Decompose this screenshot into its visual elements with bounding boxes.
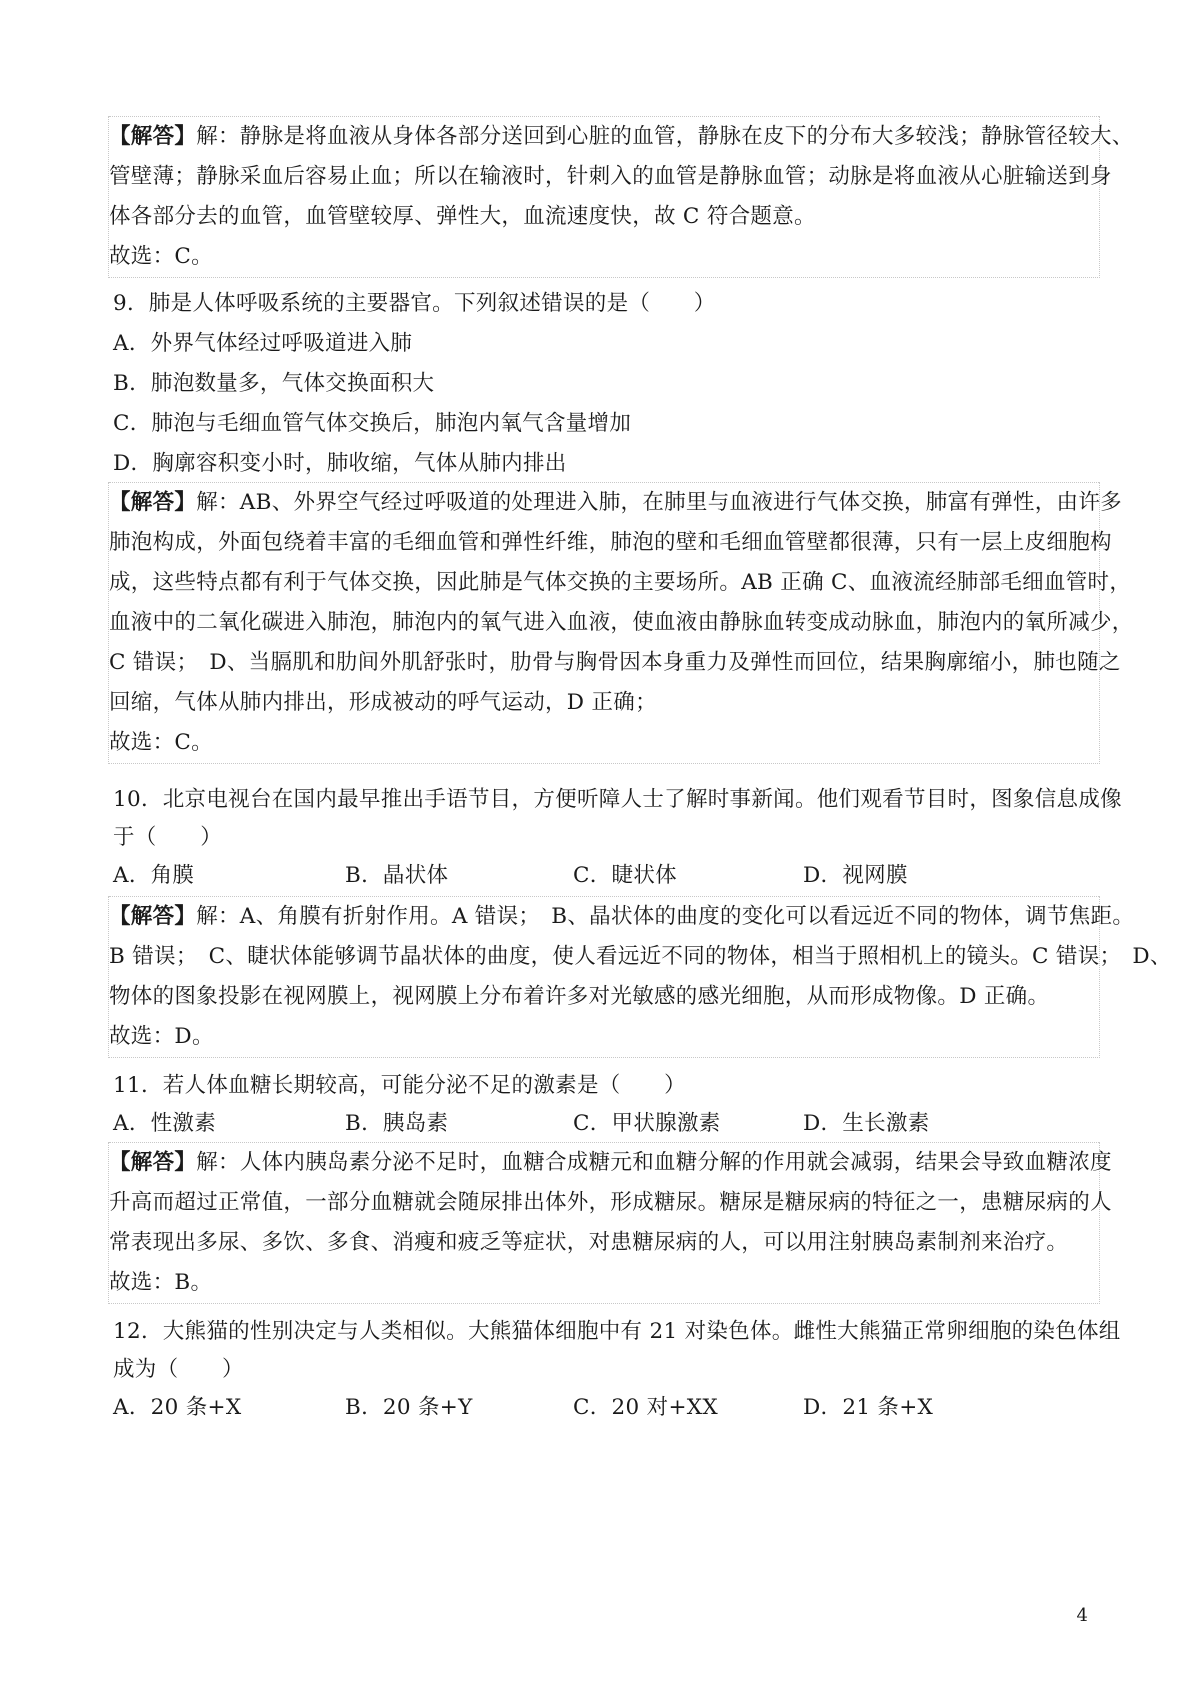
answer-line: 【解答】解：AB、外界空气经过呼吸道的处理进入肺，在肺里与血液进行气体交换，肺富有弹性，由许多 — [109, 482, 1099, 523]
q10-answer-box — [108, 896, 1172, 1058]
q11-option-c: C．甲状腺激素 — [573, 1111, 721, 1136]
q8-answer-box — [108, 116, 1134, 278]
answer-tag: 【解答】 — [109, 124, 197, 149]
question-10-stem: 10．北京电视台在国内最早推出手语节目，方便听障人士了解时事新闻。他们观看节目时，图象信息成像 — [113, 787, 1122, 812]
q11-option-b: B．胰岛素 — [345, 1111, 449, 1136]
answer-tag: 【解答】 — [109, 490, 197, 515]
q10-option-d: D．视网膜 — [803, 863, 908, 888]
answer-choice: 故选：D。 — [109, 1024, 214, 1049]
answer-line: 体各部分去的血管，血管壁较厚、弹性大，血流速度快，故 C 符合题意。 — [109, 204, 816, 229]
q9-answer-box — [108, 482, 1134, 764]
answer-line: 升高而超过正常值，一部分血糖就会随尿排出体外，形成糖尿。糖尿是糖尿病的特征之一，患糖尿病的人 — [109, 1190, 1112, 1215]
answer-line: 管壁薄；静脉采血后容易止血；所以在输液时，针刺入的血管是静脉血管；动脉是将血液从心脏输送到身 — [109, 164, 1112, 189]
q11-option-d: D．生长激素 — [803, 1111, 930, 1136]
answer-line: 血液中的二氧化碳进入肺泡，肺泡内的氧气进入血液，使血液由静脉血转变成动脉血，肺泡内的氧所减少， — [109, 610, 1134, 635]
question-9-stem: 9．肺是人体呼吸系统的主要器官。下列叙述错误的是（ ） — [113, 291, 716, 316]
answer-line: 【解答】解：A、角膜有折射作用。A 错误； B、晶状体的曲度的变化可以看远近不同的物体，调节焦距。 — [109, 896, 1099, 937]
answer-tag: 【解答】 — [109, 1150, 197, 1175]
page-number: 4 — [1076, 1605, 1088, 1626]
answer-choice: 故选：C。 — [109, 244, 213, 269]
answer-line: B 错误； C、睫状体能够调节晶状体的曲度，使人看远近不同的物体，相当于照相机上的镜头。C 错误； D、 — [109, 944, 1172, 969]
q12-option-b: B．20 条+Y — [345, 1395, 473, 1420]
question-10-stem-cont: 于（ ） — [113, 825, 223, 850]
answer-line: 肺泡构成，外面包绕着丰富的毛细血管和弹性纤维，肺泡的壁和毛细血管壁都很薄，只有一层上皮细胞构 — [109, 530, 1112, 555]
answer-line: 常表现出多尿、多饮、多食、消瘦和疲乏等症状，对患糖尿病的人，可以用注射胰岛素制剂来治疗。 — [109, 1230, 1069, 1255]
answer-choice: 故选：C。 — [109, 730, 213, 755]
q9-option-b: B．肺泡数量多，气体交换面积大 — [113, 371, 435, 396]
answer-choice: 故选：B。 — [109, 1270, 213, 1295]
answer-line: 物体的图象投影在视网膜上，视网膜上分布着许多对光敏感的感光细胞，从而形成物像。D 正确。 — [109, 984, 1050, 1009]
q10-option-b: B．晶状体 — [345, 863, 449, 888]
question-12-stem-cont: 成为（ ） — [113, 1357, 244, 1382]
q12-option-c: C．20 对+XX — [573, 1395, 718, 1420]
q12-option-d: D．21 条+X — [803, 1395, 934, 1420]
q9-option-c: C．肺泡与毛细血管气体交换后，肺泡内氧气含量增加 — [113, 411, 632, 436]
answer-line: 回缩，气体从肺内排出，形成被动的呼气运动，D 正确； — [109, 690, 657, 715]
answer-line: 【解答】解：静脉是将血液从身体各部分送回到心脏的血管，静脉在皮下的分布大多较浅；静脉管径较大、 — [109, 116, 1099, 157]
answer-line: 成，这些特点都有利于气体交换，因此肺是气体交换的主要场所。AB 正确 C、血液流经肺部毛细血管时， — [109, 570, 1132, 595]
q11-answer-box — [108, 1142, 1112, 1304]
question-11-stem: 11．若人体血糖长期较高，可能分泌不足的激素是（ ） — [113, 1073, 686, 1098]
q10-option-a: A．角膜 — [113, 863, 195, 888]
answer-line: C 错误； D、当膈肌和肋间外肌舒张时，肋骨与胸骨因本身重力及弹性而回位，结果胸廓缩小，肺也随之 — [109, 650, 1121, 675]
q12-option-a: A．20 条+X — [113, 1395, 242, 1420]
q11-option-a: A．性激素 — [113, 1111, 217, 1136]
question-12-stem: 12．大熊猫的性别决定与人类相似。大熊猫体细胞中有 21 对染色体。雌性大熊猫正常卵细胞的染色体组 — [113, 1319, 1121, 1344]
answer-tag: 【解答】 — [109, 904, 197, 929]
q10-option-c: C．睫状体 — [573, 863, 677, 888]
q9-option-d: D．胸廓容积变小时，肺收缩，气体从肺内排出 — [113, 451, 567, 476]
answer-line: 【解答】解：人体内胰岛素分泌不足时，血糖合成糖元和血糖分解的作用就会减弱，结果会导致血糖浓度 — [109, 1142, 1099, 1183]
q9-option-a: A．外界气体经过呼吸道进入肺 — [113, 331, 413, 356]
